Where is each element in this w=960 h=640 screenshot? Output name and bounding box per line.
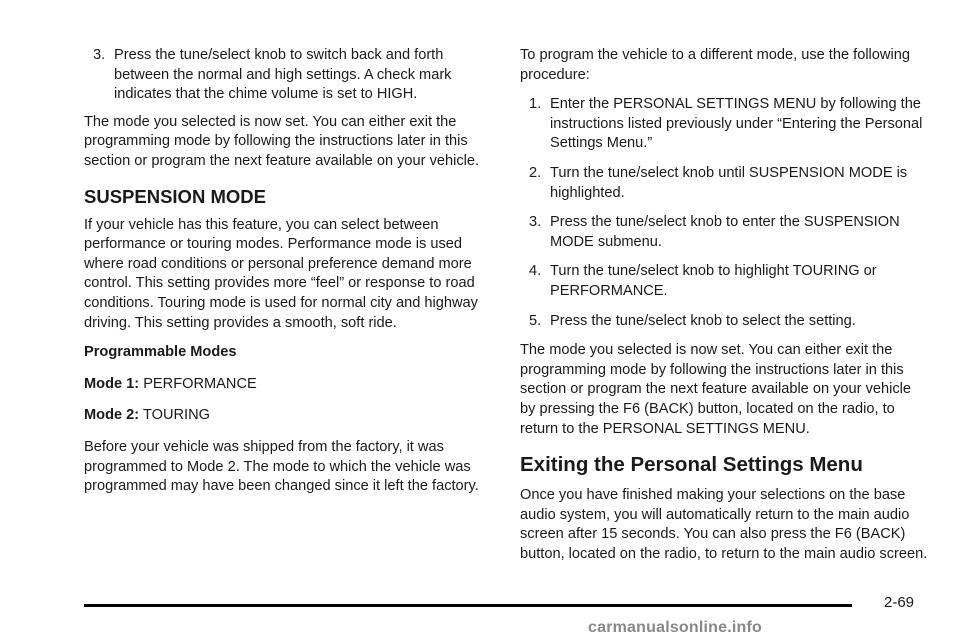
step-text: Turn the tune/select knob to highlight TOURING or PERFORMANCE.: [550, 263, 877, 299]
list-item: [520, 164, 928, 203]
paragraph-exiting: Once you have finished making your selections on the base audio system, you will automatically return to the main audio screen after 15 seconds. You can also press the F6 (BACK) button, located on the radio, to return to the main audio screen.: [520, 487, 928, 562]
paragraph-suspension-intro: If your vehicle has this feature, you can select between performance or touring modes. Performance mode is used where road conditions or personal preference demand more control. This setting provides more “feel” or response to road conditions. Touring mode is used for normal city and highway driving. This setting provides a smooth, soft ride.: [84, 216, 478, 331]
step-number: 1.: [529, 96, 542, 113]
list-item: [84, 46, 492, 105]
mode-2-row: [84, 406, 492, 426]
paragraph-procedure-intro: To program the vehicle to a different mode, use the following procedure:: [520, 47, 910, 83]
footer-watermark: carmanualsonline.info: [588, 619, 763, 636]
left-step-list: [84, 46, 492, 105]
mode-1-value: PERFORMANCE: [143, 375, 257, 392]
list-item: [520, 213, 928, 252]
step-number: 2.: [529, 164, 542, 181]
step-number: 4.: [529, 263, 542, 280]
section-heading-exiting: Exiting the Personal Settings Menu: [520, 453, 863, 477]
right-column: [520, 46, 928, 574]
step-text: Press the tune/select knob to switch back and forth between the normal and high settings. A check mark indicates that the chime volume is set to HIGH.: [114, 47, 452, 103]
step-number: 5.: [529, 312, 542, 329]
paragraph-mode-set: The mode you selected is now set. You can either exit the programming mode by following the instructions later in this section or program the next feature available on your vehicle.: [84, 113, 480, 169]
right-step-list: [520, 95, 928, 331]
step-text: Turn the tune/select knob until SUSPENSION MODE is highlighted.: [550, 164, 908, 201]
list-item: [520, 312, 928, 332]
step-number: 3.: [529, 214, 542, 231]
footer-rule: [84, 604, 852, 607]
left-column: [84, 46, 492, 507]
mode-2-label: Mode 2:: [84, 407, 140, 424]
list-item: [520, 262, 928, 301]
step-number: 3.: [93, 47, 106, 63]
section-heading-suspension: SUSPENSION MODE: [84, 185, 266, 207]
list-item: [520, 95, 928, 154]
mode-1-label: Mode 1:: [84, 375, 140, 392]
step-text: Press the tune/select knob to select the setting.: [550, 312, 856, 329]
paragraph-mode-set-right: The mode you selected is now set. You can either exit the programming mode by following the instructions later in this section or program the next feature available on your vehicle by pressing the F6 (BACK) button, located on the radio, to return to the PERSONAL SETTINGS MENU.: [520, 342, 912, 437]
page-number: 2-69: [884, 594, 915, 611]
programmable-modes-label: Programmable Modes: [84, 344, 237, 361]
mode-1-row: [84, 375, 492, 395]
step-text: Press the tune/select knob to enter the SUSPENSION MODE submenu.: [550, 214, 900, 250]
mode-2-value: TOURING: [142, 407, 210, 424]
paragraph-factory-default: Before your vehicle was shipped from the factory, it was programmed to Mode 2. The mode to which the vehicle was programmed may have been changed since it left the factory.: [84, 438, 479, 495]
step-text: Enter the PERSONAL SETTINGS MENU by following the instructions listed previously under “Entering the Personal Settings Menu.”: [550, 96, 923, 152]
